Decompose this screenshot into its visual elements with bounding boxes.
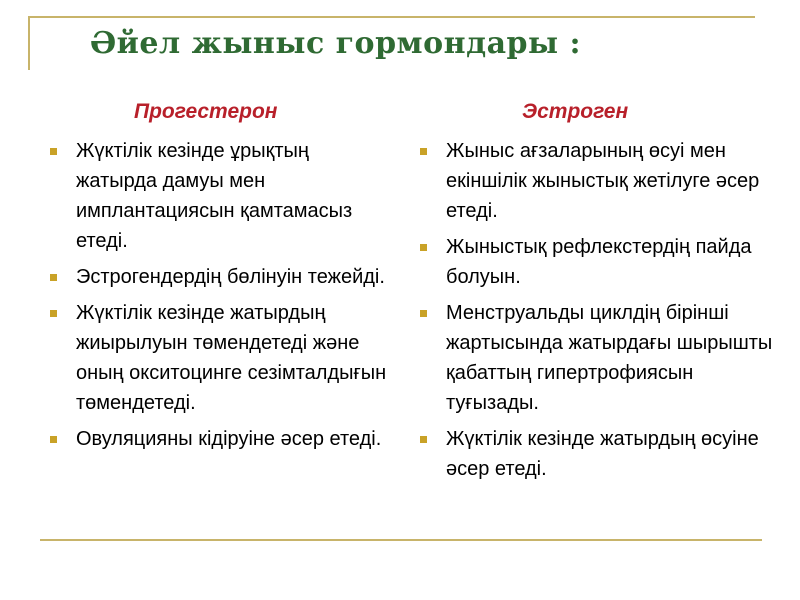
top-divider bbox=[28, 16, 755, 18]
list-item bbox=[414, 424, 776, 484]
list-item bbox=[414, 232, 776, 292]
list-item-text: Менструальды циклдің бірінші жартысында жатырдағы шырышты қабаттың гипертрофиясын туғызады. bbox=[446, 302, 773, 414]
list-item-text: Жүктілік кезінде жатырдың өсуіне әсер етеді. bbox=[446, 428, 759, 480]
list-item-text: Жүктілік кезінде жатырдың жиырылуын төмендетеді және оның окситоцинге сезімталдығын төмендетеді. bbox=[76, 302, 387, 414]
estrogen-list bbox=[414, 136, 776, 490]
list-item bbox=[44, 298, 394, 418]
list-item bbox=[44, 262, 394, 292]
list-item-text: Эстрогендердің бөлінуін тежейді. bbox=[76, 266, 385, 288]
list-item-text: Жыныс ағзаларының өсуі мен екіншілік жыныстық жетілуге әсер етеді. bbox=[446, 140, 760, 222]
square-bullet-icon bbox=[420, 436, 427, 443]
square-bullet-icon bbox=[50, 310, 57, 317]
list-item bbox=[44, 424, 394, 454]
square-bullet-icon bbox=[420, 310, 427, 317]
square-bullet-icon bbox=[50, 436, 57, 443]
square-bullet-icon bbox=[50, 148, 57, 155]
slide-title: Әйел жыныс гормондары : bbox=[90, 26, 582, 61]
list-item bbox=[44, 136, 394, 256]
list-item bbox=[414, 136, 776, 226]
list-item-text: Жүктілік кезінде ұрықтың жатырда дамуы мен имплантациясын қамтамасыз етеді. bbox=[76, 140, 353, 252]
bottom-divider bbox=[40, 539, 762, 541]
progesterone-list bbox=[44, 136, 394, 460]
estrogen-heading: Эстроген bbox=[522, 100, 629, 123]
square-bullet-icon bbox=[50, 274, 57, 281]
square-bullet-icon bbox=[420, 148, 427, 155]
square-bullet-icon bbox=[420, 244, 427, 251]
list-item-text: Овуляцияны кідіруіне әсер етеді. bbox=[76, 428, 382, 450]
list-item-text: Жыныстық рефлекстердің пайда болуын. bbox=[446, 236, 752, 288]
left-accent-line bbox=[28, 16, 30, 70]
list-item bbox=[414, 298, 776, 418]
progesterone-heading: Прогестерон bbox=[134, 100, 278, 123]
